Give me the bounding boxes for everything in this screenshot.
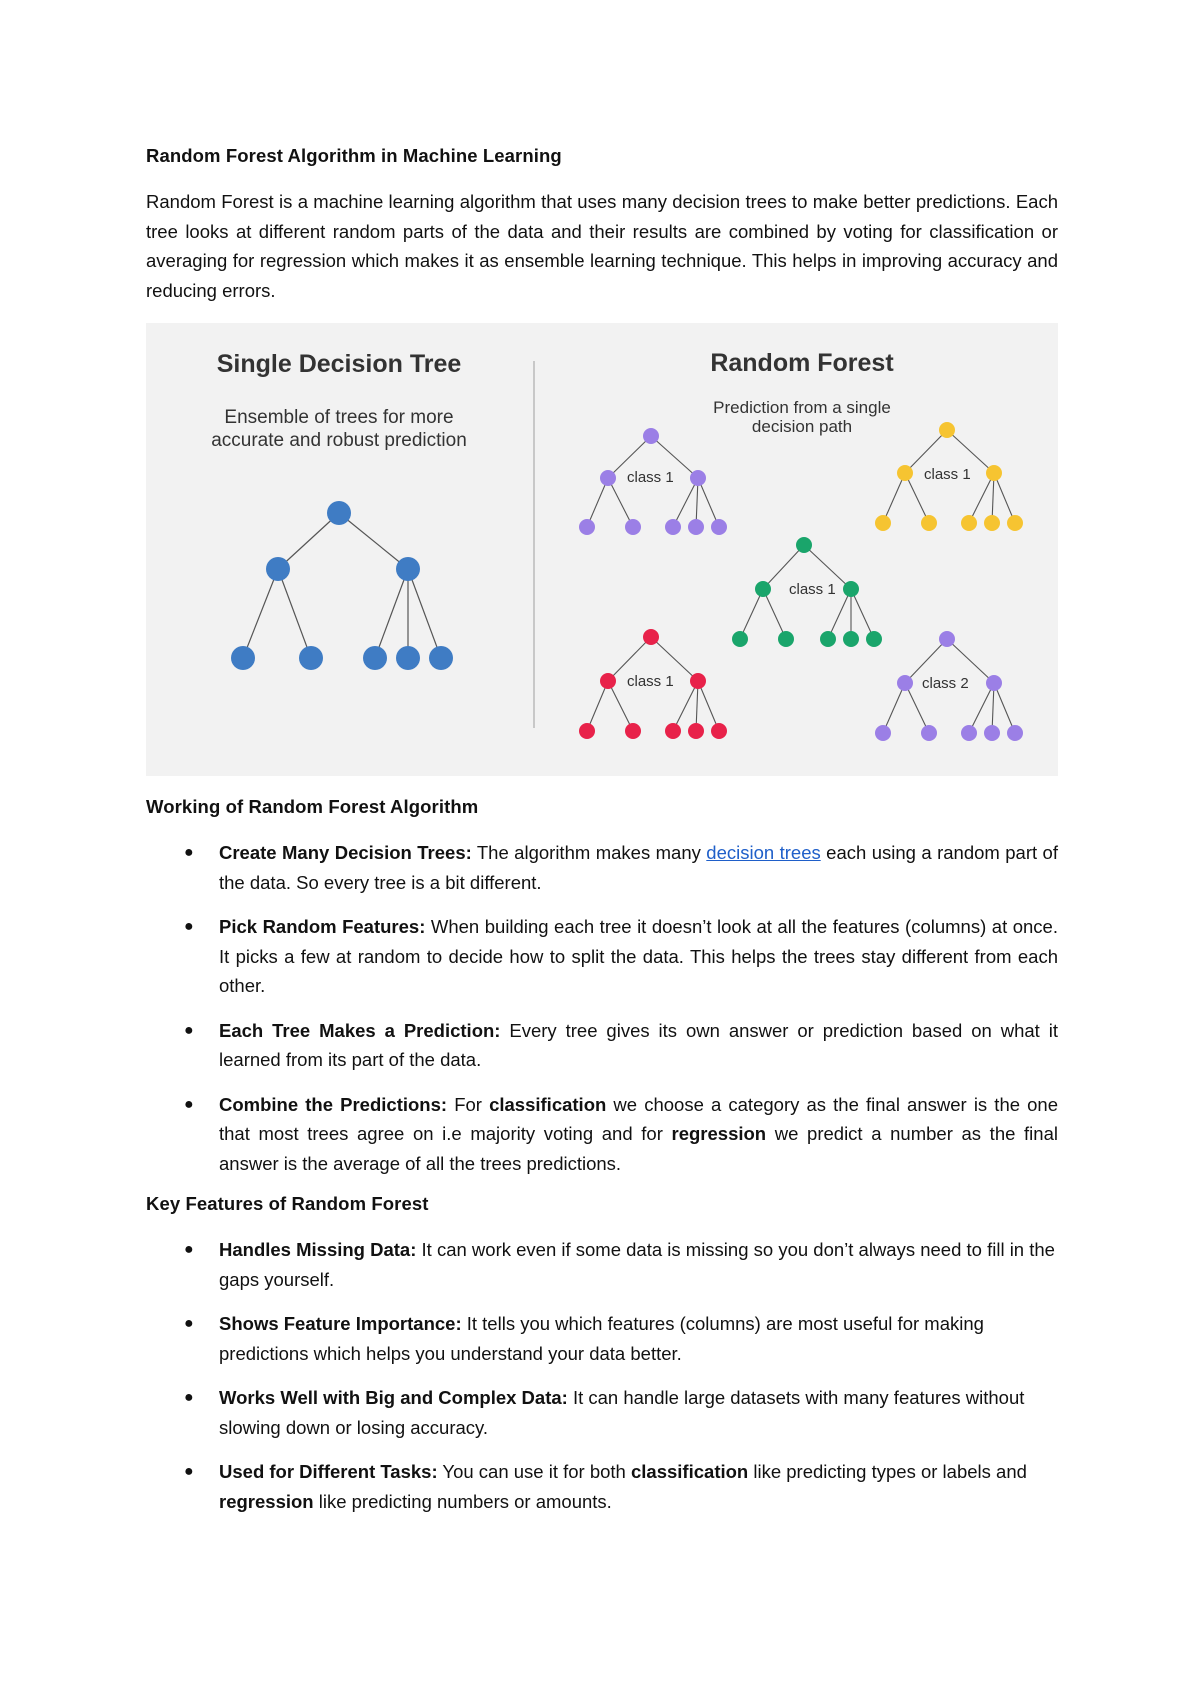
random-forest-diagram [146,323,1058,776]
features-heading: Key Features of Random Forest [146,1193,429,1214]
features-list [146,1235,1058,1516]
list-item: ● Pick Random Features: When building each tree it doesn’t look at all the features (columns) at once. It picks a few at random to decide how to split the data. This helps the trees stay different from each other. [146,912,1058,1001]
tree-node [231,646,255,670]
bullet-icon: ● [184,1463,194,1480]
bullet-icon: ● [184,1315,194,1332]
right-panel-subtitle-line1: Prediction from a single [713,398,891,417]
tree-class-label: class 2 [922,675,969,692]
right-panel-title: Random Forest [710,349,894,377]
tree-class-label: class 1 [789,581,836,598]
intro-paragraph: Random Forest is a machine learning algorithm that uses many decision trees to make better predictions. Each tree looks at different random parts of the data and their results are combined by voting for classification or averaging for regression which makes it as ensemble learning technique. This helps in improving accuracy and reducing errors. [146,191,1058,301]
bullet-icon: ● [184,1241,194,1258]
random-forest-figure [146,323,1058,776]
figure-background [146,323,1058,776]
bullet-icon: ● [184,844,194,861]
list-item: ● Each Tree Makes a Prediction: Every tree gives its own answer or prediction based on what it learned from its part of the data. [146,1016,1058,1075]
tree-class-label: class 1 [627,469,674,486]
tree-node [396,557,420,581]
list-item: ● Create Many Decision Trees: The algorithm makes many decision trees each using a random part of the data. So every tree is a bit different. [146,838,1058,897]
tree-class-label: class 1 [627,673,674,690]
tree-node [266,557,290,581]
working-heading: Working of Random Forest Algorithm [146,796,479,817]
working-list [146,838,1058,1178]
list-item: ● Used for Different Tasks: You can use it for both classification like predicting types or labels and regression like predicting numbers or amounts. [146,1457,1058,1516]
bullet-icon: ● [184,1389,194,1406]
bullet-icon: ● [184,1095,194,1113]
list-item: ● Shows Feature Importance: It tells you which features (columns) are most useful for making predictions which helps you understand your data better. [146,1309,1058,1368]
bullet-icon: ● [184,918,194,935]
tree-node [327,501,351,525]
document-content [146,145,1058,1531]
tree-node [299,646,323,670]
page-title: Random Forest Algorithm in Machine Learning [146,145,562,166]
tree-node [429,646,453,670]
bullet-icon: ● [184,1021,194,1039]
tree-class-label: class 1 [924,466,971,483]
tree-node [396,646,420,670]
left-panel-title: Single Decision Tree [216,350,462,378]
decision-trees-link[interactable]: decision trees [706,842,821,863]
list-item: ● Handles Missing Data: It can work even if some data is missing so you don’t always need to fill in the gaps yourself. [146,1235,1058,1294]
list-item: ● Combine the Predictions: For classification we choose a category as the final answer is the one that most trees agree on i.e majority voting and for regression we predict a number as the final answer is the average of all the trees predictions. [146,1090,1058,1179]
left-panel-subtitle-line1: Ensemble of trees for more [224,407,454,428]
list-item: ● Works Well with Big and Complex Data: It can handle large datasets with many features without slowing down or losing accuracy. [146,1383,1058,1442]
right-panel-subtitle-line2: decision path [751,417,853,436]
tree-node [363,646,387,670]
left-panel-subtitle-line2: accurate and robust prediction [211,430,467,451]
